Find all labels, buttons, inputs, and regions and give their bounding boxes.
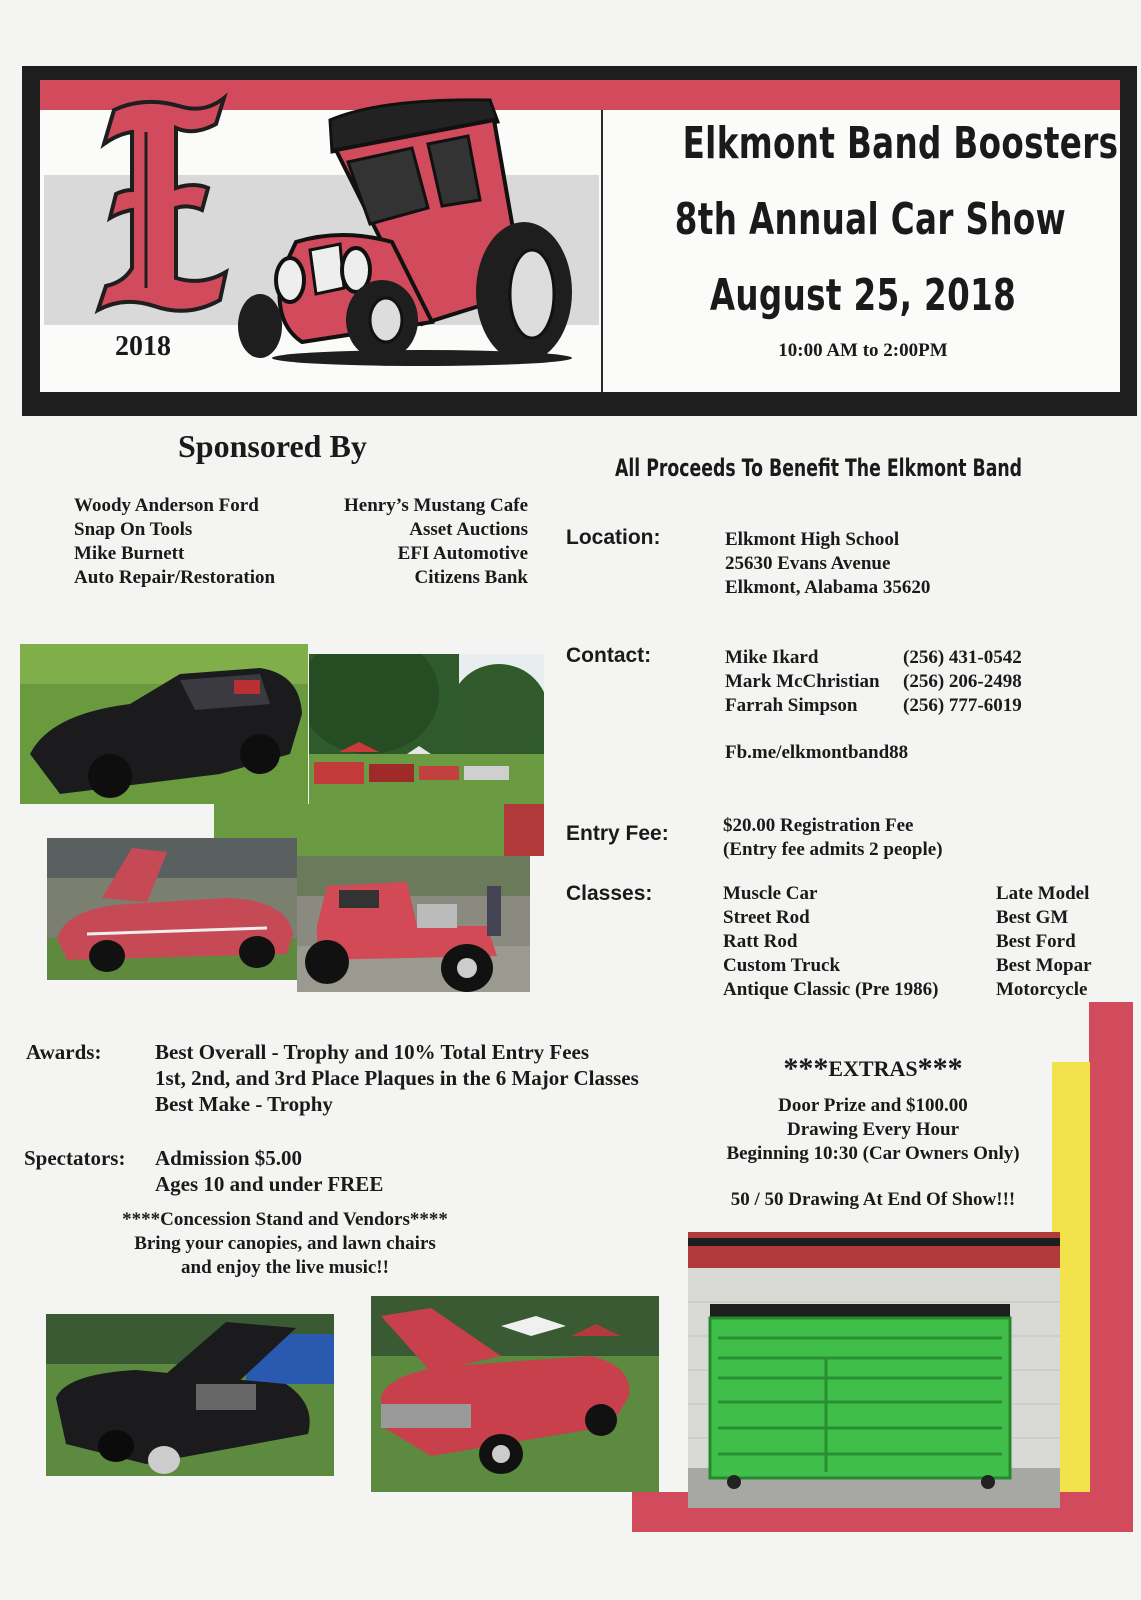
classes-left-list (723, 882, 939, 1002)
sponsor-item: Henry’s Mustang Cafe (344, 495, 528, 516)
sponsor-item: Mike Burnett (74, 543, 185, 564)
contact-row: Farrah Simpson (256) 777-6019 (725, 695, 1022, 716)
entry-fee-details: $20.00 Registration Fee (Entry fee admits 2 people) (723, 815, 943, 860)
awards-list: Best Overall - Trophy and 10% Total Entry Fees 1st, 2nd, and 3rd Place Plaques in the 6 Major Classes Best Make - Trophy (155, 1040, 639, 1116)
letter-e-logo (84, 92, 234, 324)
sponsor-item: Auto Repair/Restoration (74, 567, 276, 588)
extras-door-prize: Door Prize and $100.00 Drawing Every Hour Beginning 10:30 (Car Owners Only) (726, 1095, 1020, 1164)
spectators-details: Admission $5.00 Ages 10 and under FREE (155, 1146, 384, 1196)
contact-list (725, 646, 1022, 718)
classes-label: Classes: (566, 882, 653, 905)
awards-label: Awards: (26, 1040, 102, 1064)
sponsor-item: Asset Auctions (409, 519, 528, 540)
sponsor-item: Woody Anderson Ford (74, 495, 259, 516)
concession-notice: ****Concession Stand and Vendors**** Bring your canopies, and lawn chairs and enjoy the live music!! (122, 1209, 448, 1278)
extras-5050-drawing: 50 / 50 Drawing At End Of Show!!! (730, 1189, 1016, 1210)
sponsor-item: Snap On Tools (74, 519, 193, 540)
contact-label: Contact: (566, 644, 652, 667)
accent-red-bar-vertical (1089, 1002, 1133, 1532)
title-line-3: August 25, 2018 (709, 270, 1017, 321)
event-time: 10:00 AM to 2:00PM (778, 340, 948, 361)
photo-red-corvette (47, 838, 297, 980)
class-item: Motorcycle (996, 979, 1088, 1000)
photo-black-corvette (20, 644, 308, 804)
photo-black-chevelle (46, 1314, 334, 1476)
event-title (606, 118, 1120, 362)
photo-red-impala (371, 1296, 659, 1492)
photo-park-lineup (309, 654, 544, 804)
location-address: Elkmont High School 25630 Evans Avenue Elkmont, Alabama 35620 (725, 529, 931, 598)
title-line-1: Elkmont Band Boosters (682, 118, 1119, 169)
class-item: Late Model (996, 883, 1090, 904)
sponsor-item: EFI Automotive (397, 543, 528, 564)
class-item: Street Rod (723, 907, 810, 928)
logo-year: 2018 (115, 331, 171, 362)
class-item: Muscle Car (723, 883, 818, 904)
title-line-2: 8th Annual Car Show (674, 194, 1067, 245)
contact-row: Mark McChristian (256) 206-2498 (725, 671, 1022, 692)
sponsors-heading: Sponsored By (178, 428, 367, 464)
spectators-label: Spectators: (24, 1146, 126, 1170)
header-divider (601, 110, 603, 392)
class-item: Best GM (996, 907, 1069, 928)
class-item: Custom Truck (723, 955, 841, 976)
class-item: Ratt Rod (723, 931, 798, 952)
contact-row: Mike Ikard (256) 431-0542 (725, 647, 1022, 668)
extras-block (708, 1052, 1038, 1212)
entry-fee-label: Entry Fee: (566, 822, 669, 845)
benefit-line: All Proceeds To Benefit The Elkmont Band (615, 454, 1023, 482)
photo-toolbox (688, 1232, 1060, 1508)
sponsors-left-list (74, 494, 275, 590)
facebook-link[interactable]: Fb.me/elkmontband88 (725, 742, 909, 763)
class-item: Best Ford (996, 931, 1076, 952)
class-item: Antique Classic (Pre 1986) (723, 979, 939, 1000)
classes-right-list (996, 882, 1092, 1002)
extras-heading: ***EXTRAS*** (783, 1052, 963, 1085)
location-label: Location: (566, 526, 661, 549)
sponsors-right-list (300, 494, 528, 590)
class-item: Best Mopar (996, 955, 1092, 976)
sponsor-item: Citizens Bank (414, 567, 528, 588)
photo-red-hot-rod (297, 856, 530, 992)
hot-rod-illustration (232, 92, 582, 372)
